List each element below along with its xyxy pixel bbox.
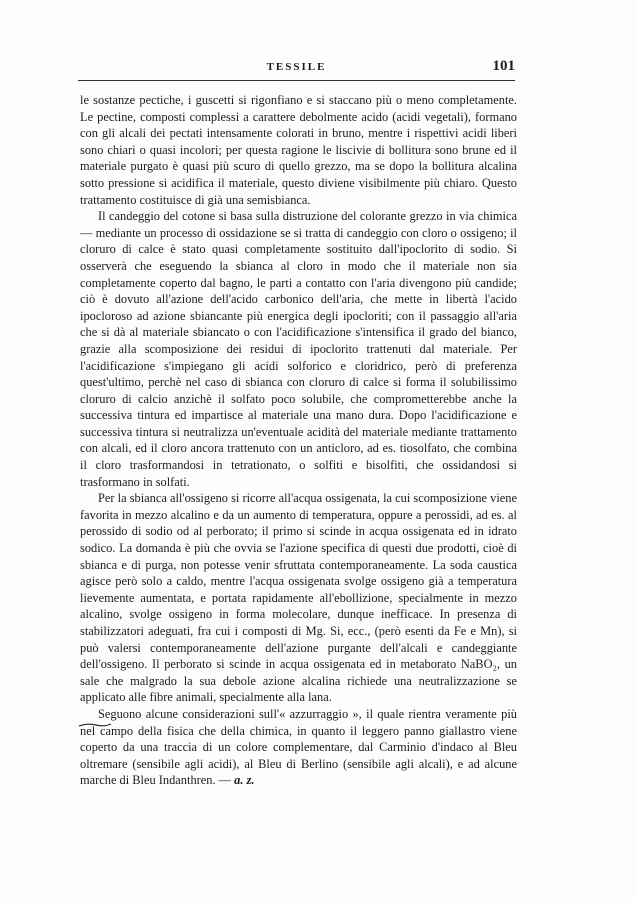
paragraph-3: Per la sbianca all'ossigeno si ricorre all'acqua ossigenata, la cui scomposizione viene favorita in mezzo alcalino e da un aumento di temperatura, oppure a perossidi, ad es. al perossido di sodio od al perborato; il primo si scinde in acqua ossigenata ed in idrato sodico. La domanda è più che ovvia se l'azione specifica di questi due prodotti, cioè di sbianca e di purga, non potesse venir sfruttata contemporaneamente. La soda caustica agisce però solo a caldo, mentre l'acqua ossigenata svolge ossigeno già a temperatura lievemente aumentata, e portata rapidamente all'ebollizione, specialmente in mezzo alcalino, svolge ossigeno in forma molecolare, dunque inefficace. In presenza di stabilizzatori adeguati, fra cui i composti di Mg. Si, ecc., (però esenti da Fe e Mn), si può valersi contemporaneamente dell'azione purgante dell'alcali e candeggiante dell'ossigeno. Il perborato si scinde in acqua ossigenata ed in metaborato NaBO₂, un sale che malgrado la sua debole azione alcalina richiede una neutralizzazione se applicato alle fibre animali, specialmente alla lana.	[80, 491, 517, 705]
handwritten-underline-mark	[78, 721, 112, 729]
paragraph-2: Il candeggio del cotone si basa sulla distruzione del colorante grezzo in via chimica — mediante un processo di ossidazione se si tratta di candeggio con cloro o ossigeno; il cloruro di calce è stato quasi completamente sostituito dall'ipoclorito di sodio. Si osserverà che eseguendo la sbianca al cloro in modo che il materiale non sia completamente coperto dal bagno, le parti a contatto con l'aria divengono più candide; ciò è dovuto all'azione dell'acido carbonico dell'aria, che mette in libertà l'acido ipocloroso ad azione sbiancante più energica degli ipocloriti; con il passaggio all'aria che si dà al materiale sbiancato o con l'acidificazione s'intensifica il grado del bianco, grazie alla scomposizione dei residui di ipoclorito trattenuti dal materiale. Per l'acidificazione s'impiegano gli acidi solforico e cloridrico, però di preferenza quest'ultimo, perchè nel caso di sbianca con cloruro di calce si forma il solubilissimo cloruro di calcio anzichè il solfato poco solubile, che comprometterebbe anche la successiva tintura ed impartisce al materiale una mano dura. Dopo l'acidificazione e successiva tintura si neutralizza un'eventuale acidità del materiale mediante trattamento con alcali, ed il cloro ancora trattenuto con un anticloro, ad es. tiosolfato, che combina il cloro trasformandosi in tetrationato, o solfiti e bisolfiti, che ossidandosi si trasformano in solfati.	[80, 209, 517, 489]
page-number: 101	[492, 58, 515, 74]
body-text	[80, 92, 517, 789]
running-head	[78, 58, 515, 78]
running-title: TESSILE	[266, 61, 327, 73]
header-rule	[78, 80, 515, 81]
paragraph-4-text: Seguono alcune considerazioni sull'« azzurraggio », il quale rientra veramente più nel campo della fisica che della chimica, in quanto il leggero panno giallastro viene coperto da una traccia di un colore complementare, dal Carminio d'indaco al Bleu oltremare (sensibile agli acidi), al Bleu di Berlino (sensibile agli alcali), e ad alcune marche di Bleu Indanthren. —	[80, 706, 517, 788]
paragraph-4	[80, 706, 517, 789]
paragraph-1: le sostanze pectiche, i guscetti si rigonfiano e si staccano più o meno completamente. Le pectine, composti complessi a carattere debolmente acido (acidi vegetali), formano con gli alcali dei pectati intensamente colorati in bruno, mentre i rispettivi acidi liberi sono chiari o quasi incolori; per questa ragione le liscivie di bollitura sono brune ed il materiale purgato è quasi più scuro di quello grezzo, ma se dopo la bollitura alcalina sotto pressione si acidifica il materiale, questo diviene visibilmente più chiaro. Questo trattamento costituisce di già una semisbianca.	[80, 93, 517, 207]
signature: a. z.	[234, 773, 255, 788]
